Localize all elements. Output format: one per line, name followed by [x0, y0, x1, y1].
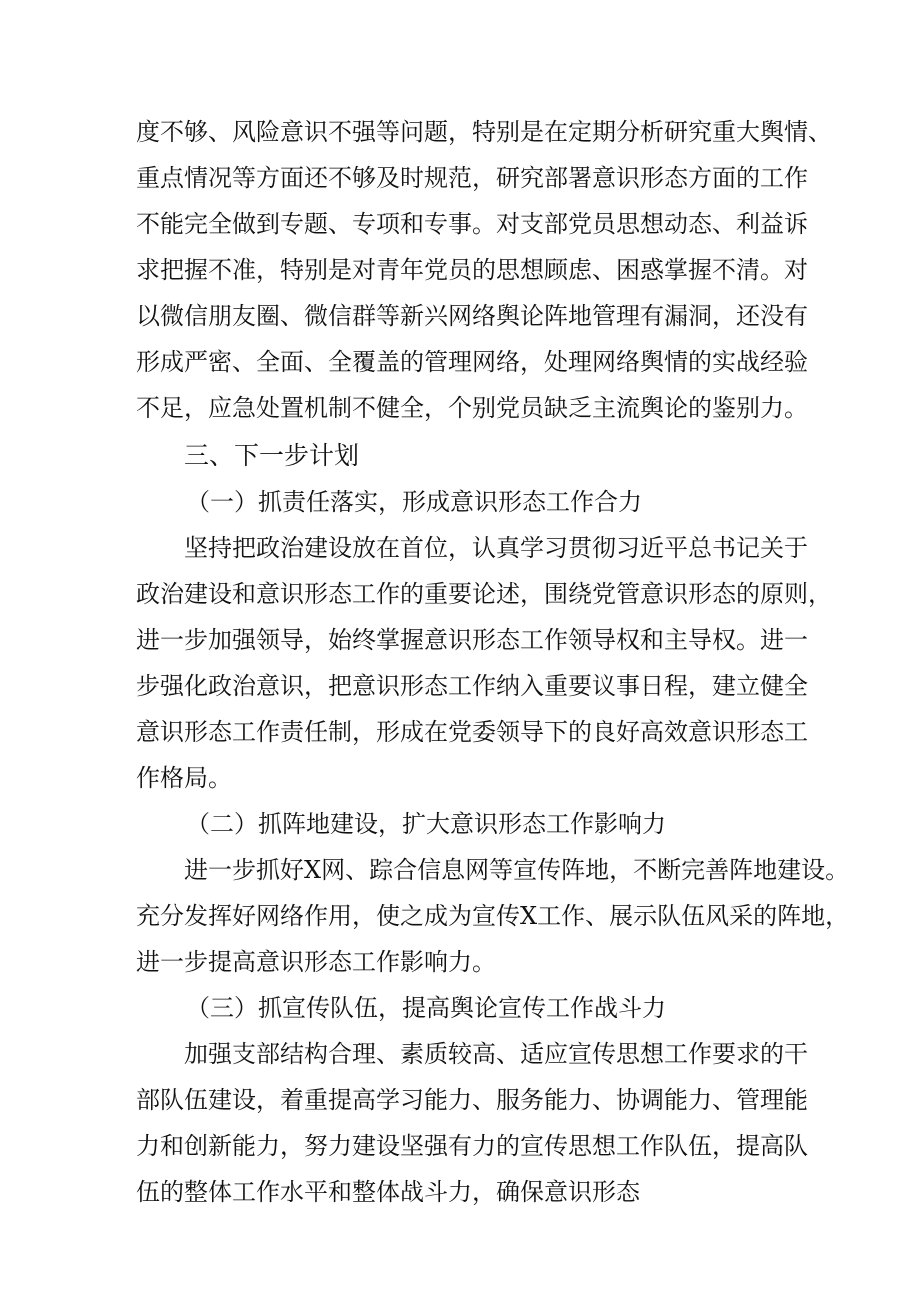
paragraph-line: 作格局。	[136, 764, 232, 792]
paragraph-line: 伍的整体工作水平和整体战斗力，确保意识形态	[136, 1178, 640, 1206]
paragraph-line: 不能完全做到专题、专项和专事。对支部党员思想动态、利益诉	[136, 210, 808, 238]
paragraph-line: 不足，应急处置机制不健全，个别党员缺乏主流舆论的鉴别力。	[136, 394, 808, 422]
paragraph-line: 进一步提高意识形态工作影响力。	[136, 948, 496, 976]
paragraph-line: 坚持把政治建设放在首位，认真学习贯彻习近平总书记关于	[184, 534, 808, 562]
paragraph-line: 进一步加强领导，始终掌握意识形态工作领导权和主导权。进一	[136, 626, 808, 654]
paragraph-line: 以微信朋友圈、微信群等新兴网络舆论阵地管理有漏洞，还没有	[136, 302, 808, 330]
subsection-heading: （三）抓宣传队伍，提高舆论宣传工作战斗力	[186, 994, 666, 1022]
paragraph-line: 进一步抓好X网、踪合信息网等宣传阵地，不断完善阵地建设。	[184, 856, 850, 884]
paragraph-line: 充分发挥好网络作用，使之成为宣传X工作、展示队伍风采的阵地，	[136, 902, 850, 930]
paragraph-line: 步强化政治意识，把意识形态工作纳入重要议事日程，建立健全	[136, 672, 808, 700]
paragraph-line: 度不够、风险意识不强等问题，特别是在定期分析研究重大舆情、	[136, 118, 832, 146]
paragraph-line: 重点情况等方面还不够及时规范，研究部署意识形态方面的工作	[136, 164, 808, 192]
section-heading: 三、下一步计划	[184, 441, 360, 470]
paragraph-line: 部队伍建设，着重提高学习能力、服务能力、协调能力、管理能	[136, 1086, 808, 1114]
paragraph-line: 力和创新能力，努力建设坚强有力的宣传思想工作队伍，提高队	[136, 1132, 808, 1160]
paragraph-line: 意识形态工作责任制，形成在党委领导下的良好高效意识形态工	[136, 718, 808, 746]
subsection-heading: （二）抓阵地建设，扩大意识形态工作影响力	[186, 810, 666, 838]
paragraph-line: 形成严密、全面、全覆盖的管理网络，处理网络舆情的实战经验	[136, 348, 808, 376]
paragraph-line: 加强支部结构合理、素质较高、适应宣传思想工作要求的干	[184, 1040, 808, 1068]
paragraph-line: 求把握不准，特别是对青年党员的思想顾虑、困惑掌握不清。对	[136, 256, 808, 284]
paragraph-line: 政治建设和意识形态工作的重要论述，围绕党管意识形态的原则，	[136, 580, 832, 608]
subsection-heading: （一）抓责任落实，形成意识形态工作合力	[186, 488, 642, 516]
